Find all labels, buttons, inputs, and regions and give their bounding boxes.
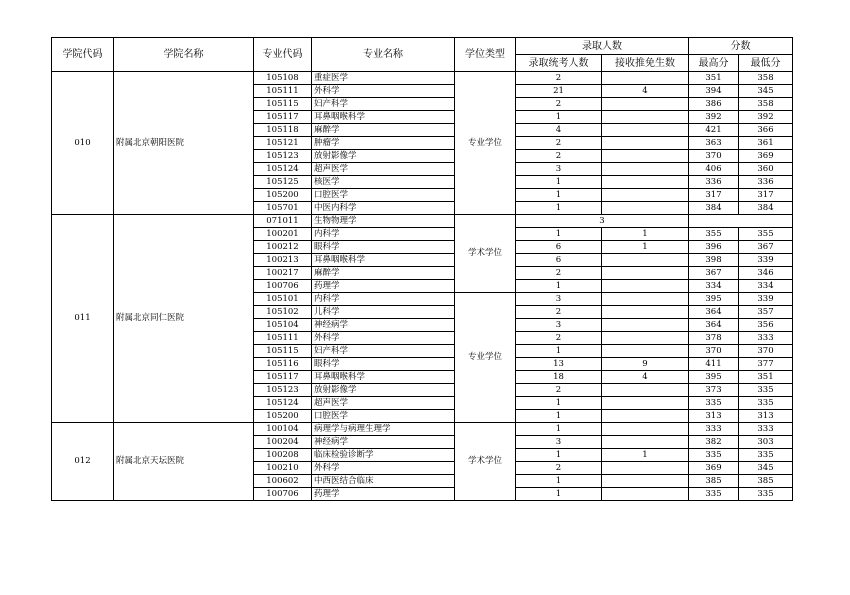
score-min-cell: 392 bbox=[739, 111, 793, 124]
header-score: 分数 bbox=[689, 38, 793, 55]
admitted-exam-cell: 21 bbox=[516, 85, 602, 98]
score-max-cell: 355 bbox=[689, 228, 739, 241]
major-name-cell: 口腔医学 bbox=[312, 410, 455, 423]
college-code-cell: 011 bbox=[52, 215, 114, 423]
score-max-cell: 317 bbox=[689, 189, 739, 202]
major-name-cell: 药理学 bbox=[312, 280, 455, 293]
admitted-exam-cell: 1 bbox=[516, 345, 602, 358]
admitted-exam-cell: 1 bbox=[516, 202, 602, 215]
major-code-cell: 105101 bbox=[254, 293, 312, 306]
admitted-exempt-cell bbox=[602, 436, 689, 449]
admitted-exam-cell: 2 bbox=[516, 150, 602, 163]
header-admitted-exam: 录取统考人数 bbox=[516, 55, 602, 72]
score-max-cell: 384 bbox=[689, 202, 739, 215]
admitted-exempt-cell bbox=[602, 397, 689, 410]
score-max-cell: 421 bbox=[689, 124, 739, 137]
score-max-cell: 392 bbox=[689, 111, 739, 124]
major-name-cell: 耳鼻咽喉科学 bbox=[312, 371, 455, 384]
admitted-exam-cell: 1 bbox=[516, 449, 602, 462]
admitted-exempt-cell: 4 bbox=[602, 85, 689, 98]
admitted-exam-cell: 18 bbox=[516, 371, 602, 384]
major-code-cell: 105111 bbox=[254, 332, 312, 345]
score-min-cell: 361 bbox=[739, 137, 793, 150]
admitted-exam-cell: 6 bbox=[516, 241, 602, 254]
admitted-exam-cell: 4 bbox=[516, 124, 602, 137]
table-row bbox=[52, 423, 793, 436]
admitted-exempt-cell bbox=[602, 124, 689, 137]
major-name-cell: 生物物理学 bbox=[312, 215, 455, 228]
major-code-cell: 105108 bbox=[254, 72, 312, 85]
degree-type-cell: 学术学位 bbox=[455, 423, 516, 501]
admitted-exempt-cell bbox=[602, 72, 689, 85]
table-body bbox=[52, 72, 793, 501]
major-code-cell: 100201 bbox=[254, 228, 312, 241]
admitted-exempt-cell: 1 bbox=[602, 241, 689, 254]
major-code-cell: 100602 bbox=[254, 475, 312, 488]
major-name-cell: 麻醉学 bbox=[312, 124, 455, 137]
major-name-cell: 妇产科学 bbox=[312, 345, 455, 358]
major-code-cell: 105121 bbox=[254, 137, 312, 150]
score-min-cell: 339 bbox=[739, 293, 793, 306]
major-code-cell: 105115 bbox=[254, 98, 312, 111]
admitted-exempt-cell bbox=[602, 111, 689, 124]
admitted-exempt-cell bbox=[602, 306, 689, 319]
major-name-cell: 儿科学 bbox=[312, 306, 455, 319]
admitted-combined-cell: 3 bbox=[516, 215, 689, 228]
major-name-cell: 中医内科学 bbox=[312, 202, 455, 215]
major-code-cell: 105124 bbox=[254, 163, 312, 176]
score-min-cell: 367 bbox=[739, 241, 793, 254]
table-row bbox=[52, 72, 793, 85]
major-code-cell: 100213 bbox=[254, 254, 312, 267]
score-min-cell: 385 bbox=[739, 475, 793, 488]
admitted-exam-cell: 2 bbox=[516, 306, 602, 319]
major-code-cell: 105118 bbox=[254, 124, 312, 137]
admitted-exam-cell: 2 bbox=[516, 384, 602, 397]
major-name-cell: 外科学 bbox=[312, 462, 455, 475]
admitted-exempt-cell bbox=[602, 267, 689, 280]
major-code-cell: 100706 bbox=[254, 280, 312, 293]
admitted-exam-cell: 1 bbox=[516, 397, 602, 410]
score-max-cell: 369 bbox=[689, 462, 739, 475]
major-code-cell: 100204 bbox=[254, 436, 312, 449]
admitted-exam-cell: 1 bbox=[516, 111, 602, 124]
score-min-cell: 377 bbox=[739, 358, 793, 371]
admitted-exam-cell: 2 bbox=[516, 332, 602, 345]
score-max-cell: 335 bbox=[689, 397, 739, 410]
admitted-exam-cell: 2 bbox=[516, 137, 602, 150]
major-name-cell: 超声医学 bbox=[312, 397, 455, 410]
score-min-cell: 334 bbox=[739, 280, 793, 293]
major-code-cell: 105200 bbox=[254, 410, 312, 423]
admitted-exempt-cell bbox=[602, 176, 689, 189]
major-name-cell: 核医学 bbox=[312, 176, 455, 189]
college-name-cell: 附属北京同仁医院 bbox=[114, 215, 254, 423]
score-min-cell: 317 bbox=[739, 189, 793, 202]
score-max-cell: 382 bbox=[689, 436, 739, 449]
major-name-cell: 眼科学 bbox=[312, 241, 455, 254]
score-min-cell: 370 bbox=[739, 345, 793, 358]
score-max-cell: 364 bbox=[689, 306, 739, 319]
admitted-exam-cell: 6 bbox=[516, 254, 602, 267]
score-min-cell: 366 bbox=[739, 124, 793, 137]
admitted-exam-cell: 3 bbox=[516, 436, 602, 449]
major-name-cell: 耳鼻咽喉科学 bbox=[312, 254, 455, 267]
header-admitted-exempt: 接收推免生数 bbox=[602, 55, 689, 72]
score-min-cell: 313 bbox=[739, 410, 793, 423]
score-max-cell: 370 bbox=[689, 345, 739, 358]
admitted-exempt-cell bbox=[602, 488, 689, 501]
admitted-exam-cell: 1 bbox=[516, 475, 602, 488]
major-code-cell: 105117 bbox=[254, 111, 312, 124]
header-major-name: 专业名称 bbox=[312, 38, 455, 72]
major-code-cell: 105117 bbox=[254, 371, 312, 384]
score-max-cell: 373 bbox=[689, 384, 739, 397]
admitted-exempt-cell bbox=[602, 98, 689, 111]
college-code-cell: 010 bbox=[52, 72, 114, 215]
degree-type-cell: 专业学位 bbox=[455, 72, 516, 215]
admitted-exempt-cell bbox=[602, 384, 689, 397]
admitted-exam-cell: 1 bbox=[516, 176, 602, 189]
score-empty-cell bbox=[689, 215, 793, 228]
major-code-cell: 105115 bbox=[254, 345, 312, 358]
score-max-cell: 333 bbox=[689, 423, 739, 436]
admitted-exempt-cell bbox=[602, 254, 689, 267]
admitted-exam-cell: 2 bbox=[516, 72, 602, 85]
score-min-cell: 358 bbox=[739, 72, 793, 85]
score-min-cell: 303 bbox=[739, 436, 793, 449]
admitted-exempt-cell bbox=[602, 332, 689, 345]
header-admitted: 录取人数 bbox=[516, 38, 689, 55]
admitted-exempt-cell: 1 bbox=[602, 228, 689, 241]
admitted-exam-cell: 13 bbox=[516, 358, 602, 371]
score-min-cell: 384 bbox=[739, 202, 793, 215]
score-min-cell: 360 bbox=[739, 163, 793, 176]
score-min-cell: 357 bbox=[739, 306, 793, 319]
score-max-cell: 336 bbox=[689, 176, 739, 189]
score-min-cell: 333 bbox=[739, 332, 793, 345]
degree-type-cell: 专业学位 bbox=[455, 293, 516, 423]
college-code-cell: 012 bbox=[52, 423, 114, 501]
major-name-cell: 超声医学 bbox=[312, 163, 455, 176]
score-max-cell: 363 bbox=[689, 137, 739, 150]
header-degree-type: 学位类型 bbox=[455, 38, 516, 72]
score-min-cell: 355 bbox=[739, 228, 793, 241]
score-max-cell: 411 bbox=[689, 358, 739, 371]
score-min-cell: 346 bbox=[739, 267, 793, 280]
header-college-name: 学院名称 bbox=[114, 38, 254, 72]
college-name-cell: 附属北京朝阳医院 bbox=[114, 72, 254, 215]
major-code-cell: 105116 bbox=[254, 358, 312, 371]
admitted-exempt-cell bbox=[602, 423, 689, 436]
major-name-cell: 重症医学 bbox=[312, 72, 455, 85]
admitted-exempt-cell bbox=[602, 150, 689, 163]
score-max-cell: 335 bbox=[689, 488, 739, 501]
admitted-exam-cell: 1 bbox=[516, 488, 602, 501]
admitted-exam-cell: 3 bbox=[516, 319, 602, 332]
major-code-cell: 105104 bbox=[254, 319, 312, 332]
major-name-cell: 妇产科学 bbox=[312, 98, 455, 111]
major-name-cell: 神经病学 bbox=[312, 436, 455, 449]
major-code-cell: 105111 bbox=[254, 85, 312, 98]
major-code-cell: 071011 bbox=[254, 215, 312, 228]
score-max-cell: 406 bbox=[689, 163, 739, 176]
score-max-cell: 313 bbox=[689, 410, 739, 423]
major-code-cell: 105125 bbox=[254, 176, 312, 189]
major-name-cell: 麻醉学 bbox=[312, 267, 455, 280]
major-name-cell: 外科学 bbox=[312, 85, 455, 98]
admitted-exempt-cell bbox=[602, 163, 689, 176]
score-min-cell: 339 bbox=[739, 254, 793, 267]
admitted-exempt-cell: 4 bbox=[602, 371, 689, 384]
major-name-cell: 眼科学 bbox=[312, 358, 455, 371]
major-name-cell: 放射影像学 bbox=[312, 150, 455, 163]
major-code-cell: 105102 bbox=[254, 306, 312, 319]
major-code-cell: 100208 bbox=[254, 449, 312, 462]
score-min-cell: 351 bbox=[739, 371, 793, 384]
admitted-exempt-cell bbox=[602, 462, 689, 475]
score-max-cell: 394 bbox=[689, 85, 739, 98]
score-min-cell: 335 bbox=[739, 449, 793, 462]
score-max-cell: 364 bbox=[689, 319, 739, 332]
admitted-exempt-cell bbox=[602, 293, 689, 306]
score-min-cell: 369 bbox=[739, 150, 793, 163]
admitted-exempt-cell bbox=[602, 189, 689, 202]
header-major-code: 专业代码 bbox=[254, 38, 312, 72]
major-code-cell: 105124 bbox=[254, 397, 312, 410]
major-name-cell: 内科学 bbox=[312, 293, 455, 306]
admitted-exam-cell: 1 bbox=[516, 423, 602, 436]
admitted-exam-cell: 1 bbox=[516, 410, 602, 423]
score-min-cell: 335 bbox=[739, 397, 793, 410]
admitted-exam-cell: 3 bbox=[516, 293, 602, 306]
admitted-exempt-cell bbox=[602, 280, 689, 293]
major-name-cell: 神经病学 bbox=[312, 319, 455, 332]
major-code-cell: 100706 bbox=[254, 488, 312, 501]
major-name-cell: 临床检验诊断学 bbox=[312, 449, 455, 462]
score-max-cell: 395 bbox=[689, 293, 739, 306]
score-max-cell: 385 bbox=[689, 475, 739, 488]
score-max-cell: 395 bbox=[689, 371, 739, 384]
major-name-cell: 药理学 bbox=[312, 488, 455, 501]
major-name-cell: 放射影像学 bbox=[312, 384, 455, 397]
major-name-cell: 病理学与病理生理学 bbox=[312, 423, 455, 436]
admitted-exam-cell: 1 bbox=[516, 228, 602, 241]
admitted-exam-cell: 2 bbox=[516, 267, 602, 280]
college-name-cell: 附属北京天坛医院 bbox=[114, 423, 254, 501]
major-name-cell: 耳鼻咽喉科学 bbox=[312, 111, 455, 124]
admitted-exempt-cell bbox=[602, 137, 689, 150]
score-min-cell: 335 bbox=[739, 384, 793, 397]
degree-type-cell: 学术学位 bbox=[455, 215, 516, 293]
score-max-cell: 351 bbox=[689, 72, 739, 85]
admitted-exam-cell: 3 bbox=[516, 163, 602, 176]
admitted-exempt-cell bbox=[602, 475, 689, 488]
score-max-cell: 386 bbox=[689, 98, 739, 111]
admitted-exempt-cell bbox=[602, 319, 689, 332]
admitted-exempt-cell bbox=[602, 345, 689, 358]
major-code-cell: 100210 bbox=[254, 462, 312, 475]
admitted-exempt-cell: 9 bbox=[602, 358, 689, 371]
major-code-cell: 105701 bbox=[254, 202, 312, 215]
admissions-table bbox=[51, 37, 793, 501]
major-code-cell: 105200 bbox=[254, 189, 312, 202]
admitted-exam-cell: 2 bbox=[516, 98, 602, 111]
score-max-cell: 398 bbox=[689, 254, 739, 267]
major-code-cell: 100104 bbox=[254, 423, 312, 436]
score-min-cell: 345 bbox=[739, 85, 793, 98]
major-name-cell: 肿瘤学 bbox=[312, 137, 455, 150]
header-score-min: 最低分 bbox=[739, 55, 793, 72]
score-max-cell: 396 bbox=[689, 241, 739, 254]
score-min-cell: 345 bbox=[739, 462, 793, 475]
major-code-cell: 100217 bbox=[254, 267, 312, 280]
major-name-cell: 内科学 bbox=[312, 228, 455, 241]
major-name-cell: 外科学 bbox=[312, 332, 455, 345]
score-max-cell: 370 bbox=[689, 150, 739, 163]
admitted-exempt-cell: 1 bbox=[602, 449, 689, 462]
score-min-cell: 358 bbox=[739, 98, 793, 111]
major-name-cell: 口腔医学 bbox=[312, 189, 455, 202]
table-row bbox=[52, 215, 793, 228]
score-min-cell: 333 bbox=[739, 423, 793, 436]
admitted-exam-cell: 1 bbox=[516, 189, 602, 202]
admitted-exempt-cell bbox=[602, 202, 689, 215]
score-max-cell: 378 bbox=[689, 332, 739, 345]
header-score-max: 最高分 bbox=[689, 55, 739, 72]
score-max-cell: 335 bbox=[689, 449, 739, 462]
header-college-code: 学院代码 bbox=[52, 38, 114, 72]
major-code-cell: 100212 bbox=[254, 241, 312, 254]
score-min-cell: 356 bbox=[739, 319, 793, 332]
admitted-exam-cell: 1 bbox=[516, 280, 602, 293]
score-min-cell: 336 bbox=[739, 176, 793, 189]
table-header bbox=[52, 38, 793, 72]
major-code-cell: 105123 bbox=[254, 384, 312, 397]
admitted-exam-cell: 2 bbox=[516, 462, 602, 475]
admitted-exempt-cell bbox=[602, 410, 689, 423]
score-max-cell: 367 bbox=[689, 267, 739, 280]
major-code-cell: 105123 bbox=[254, 150, 312, 163]
score-max-cell: 334 bbox=[689, 280, 739, 293]
score-min-cell: 335 bbox=[739, 488, 793, 501]
major-name-cell: 中西医结合临床 bbox=[312, 475, 455, 488]
